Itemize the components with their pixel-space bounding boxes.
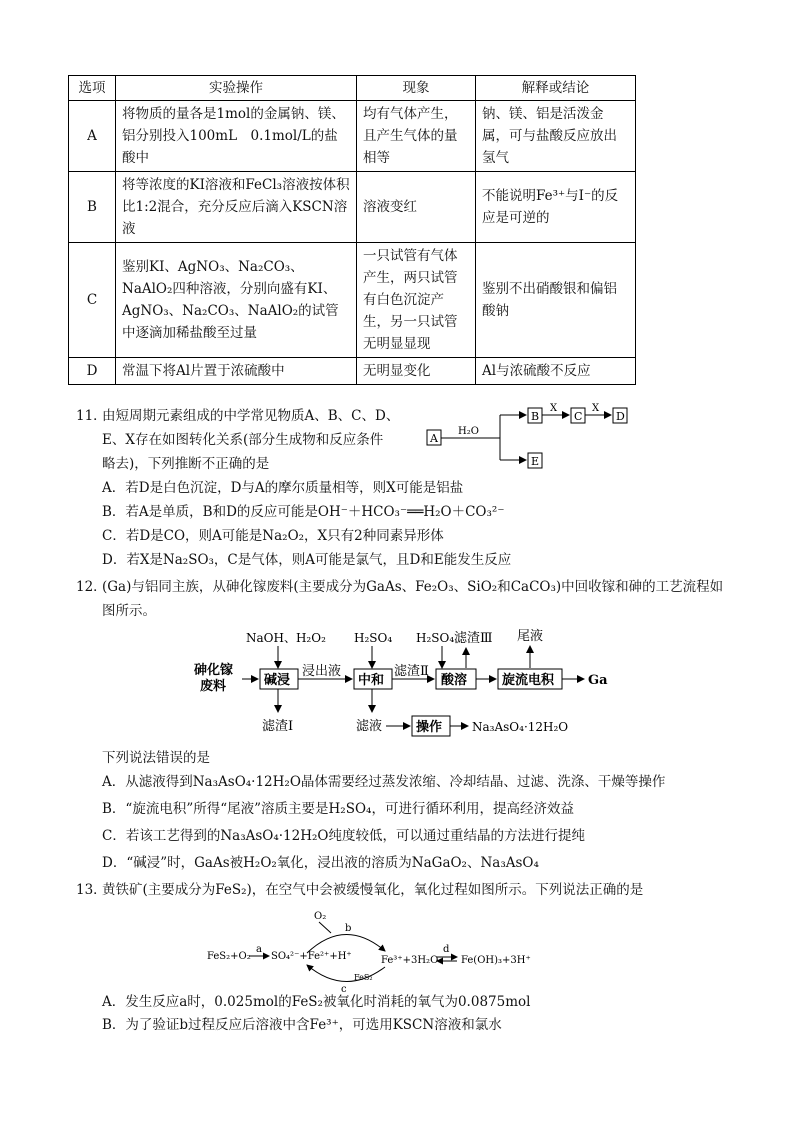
label-a: a bbox=[256, 944, 262, 955]
label-d: d bbox=[443, 944, 450, 955]
q11-option-c: C．若D是CO，则A可能是Na₂O₂，X只有2种同素异形体 bbox=[102, 528, 444, 544]
question-11-stem-line3: 略去)，下列推断不正确的是 bbox=[102, 456, 270, 472]
label-d: D bbox=[616, 410, 625, 423]
label-reagent1: NaOH、H₂O₂ bbox=[246, 631, 326, 645]
label-op: 操作 bbox=[416, 720, 443, 735]
label-right: Fe³⁺+3H₂O bbox=[381, 955, 439, 966]
row-phenomenon: 无明显变化 bbox=[357, 358, 476, 385]
label-o2: O₂ bbox=[314, 911, 327, 922]
label-tail: 尾液 bbox=[517, 629, 544, 644]
row-operation: 常温下将Al片置于浓硫酸中 bbox=[116, 358, 357, 385]
label-b: B bbox=[531, 410, 540, 423]
row-operation: 将等浓度的KI溶液和FeCl₃溶液按体积比1:2混合，充分反应后滴入KSCN溶液 bbox=[116, 172, 357, 243]
label-salt: Na₃AsO₄·12H₂O bbox=[472, 720, 569, 734]
label-c: c bbox=[341, 984, 347, 993]
q11-option-a: A．若D是白色沉淀，D与A的摩尔质量相等，则X可能是铝盐 bbox=[102, 480, 464, 496]
question-11-stem-line1: 由短周期元素组成的中学常见物质A、B、C、D、 bbox=[102, 408, 400, 424]
question-11-number: 11． bbox=[76, 408, 107, 424]
question-12-number: 12． bbox=[76, 579, 107, 595]
label-x1: X bbox=[550, 403, 558, 414]
table-row bbox=[69, 101, 636, 172]
question-table bbox=[68, 75, 636, 385]
q11-option-d: D．若X是Na₂SO₃，C是气体，则A可能是氯气，且D和E能发生反应 bbox=[102, 552, 512, 568]
label-c: C bbox=[574, 410, 583, 423]
row-option: A bbox=[69, 101, 116, 172]
label-reagent3: H₂SO₄ bbox=[416, 631, 455, 645]
header-phenomenon: 现象 bbox=[357, 76, 476, 101]
o2-pointer bbox=[319, 922, 331, 933]
header-option: 选项 bbox=[69, 76, 116, 101]
header-conclusion: 解释或结论 bbox=[476, 76, 636, 101]
label-left: FeS₂+O₂ bbox=[207, 951, 251, 962]
q11-option-b: B．若A是单质，B和D的反应可能是OH⁻＋HCO₃⁻══H₂O＋CO₃²⁻ bbox=[102, 504, 505, 520]
label-leach: 浸出液 bbox=[302, 664, 342, 679]
label-step2: 中和 bbox=[358, 673, 385, 688]
label-slag1: 滤渣Ⅰ bbox=[262, 719, 294, 734]
q12-option-c: C．若该工艺得到的Na₃AsO₄·12H₂O纯度较低，可以通过重结晶的方法进行提纯 bbox=[102, 828, 585, 844]
label-slag2: 滤渣Ⅱ bbox=[394, 664, 429, 679]
row-phenomenon: 一只试管有气体产生，两只试管有白色沉淀产生，另一只试管无明显显现 bbox=[357, 243, 476, 358]
table-header-row bbox=[69, 76, 636, 101]
row-option: D bbox=[69, 358, 116, 385]
row-operation: 将物质的量各是1mol的金属钠、镁、铝分别投入100mL 0.1mol/L的盐酸中 bbox=[116, 101, 357, 172]
label-step3: 酸溶 bbox=[441, 673, 468, 688]
row-conclusion: 不能说明Fe³⁺与I⁻的反应是可逆的 bbox=[476, 172, 636, 243]
label-e: E bbox=[531, 455, 540, 468]
question-13-stem: 黄铁矿(主要成分为FeS₂)，在空气中会被缓慢氧化，氧化过程如图所示。下列说法正确的是 bbox=[102, 882, 644, 898]
row-phenomenon: 溶液变红 bbox=[357, 172, 476, 243]
arrow-c bbox=[307, 965, 385, 982]
q12-option-d: D．“碱浸”时，GaAs被H₂O₂氧化，浸出液的溶质为NaGaO₂、Na₃AsO₄ bbox=[102, 855, 539, 871]
process-flow-diagram bbox=[190, 624, 620, 744]
label-a: A bbox=[430, 432, 438, 445]
label-far: Fe(OH)₃+3H⁺ bbox=[461, 955, 531, 966]
label-filtrate: 滤液 bbox=[356, 719, 383, 734]
row-conclusion: 钠、镁、铝是活泼金属，可与盐酸反应放出氢气 bbox=[476, 101, 636, 172]
header-operation: 实验操作 bbox=[116, 76, 357, 101]
q12-option-a: A．从滤液得到Na₃AsO₄·12H₂O晶体需要经过蒸发浓缩、冷却结晶、过滤、洗涤、干燥等操作 bbox=[102, 774, 666, 790]
row-conclusion: 鉴别不出硝酸银和偏铝酸钠 bbox=[476, 243, 636, 358]
label-step1: 碱浸 bbox=[264, 673, 291, 688]
label-fes2-small: FeS₂ bbox=[354, 973, 373, 982]
question-12-prompt: 下列说法错误的是 bbox=[102, 750, 210, 766]
q13-option-b: B．为了验证b过程反应后溶液中含Fe³⁺，可选用KSCN溶液和氯水 bbox=[102, 1017, 502, 1033]
question-11-stem-line2: E、X存在如图转化关系(部分生成物和反应条件 bbox=[102, 432, 384, 448]
row-option: C bbox=[69, 243, 116, 358]
label-raw2: 废料 bbox=[200, 679, 227, 694]
row-option: B bbox=[69, 172, 116, 243]
row-conclusion: Al与浓硫酸不反应 bbox=[476, 358, 636, 385]
table-row bbox=[69, 358, 636, 385]
conversion-diagram bbox=[420, 402, 640, 474]
row-operation: 鉴别KI、AgNO₃、Na₂CO₃、NaAlO₂四种溶液，分别向盛有KI、AgNO₃、Na₂CO₃、NaAlO₂的试管中逐滴加稀盐酸至过量 bbox=[116, 243, 357, 358]
question-13-number: 13． bbox=[76, 882, 107, 898]
label-product: Ga bbox=[588, 673, 608, 688]
q12-option-b: B．“旋流电积”所得“尾液”溶质主要是H₂SO₄，可进行循环利用，提高经济效益 bbox=[102, 801, 574, 817]
question-12-stem-line2: 图所示。 bbox=[102, 603, 156, 619]
q13-option-a: A．发生反应a时，0.025mol的FeS₂被氧化时消耗的氧气为0.0875mol bbox=[102, 994, 531, 1010]
oxidation-cycle-diagram bbox=[205, 905, 555, 993]
label-slag3: 滤渣Ⅲ bbox=[454, 631, 493, 646]
table-row bbox=[69, 172, 636, 243]
label-x2: X bbox=[592, 403, 600, 414]
label-h2o: H₂O bbox=[458, 426, 479, 437]
question-12-stem-line1: (Ga)与铝同主族，从砷化镓废料(主要成分为GaAs、Fe₂O₃、SiO₂和CaCO₃)中回收镓和砷的工艺流程如 bbox=[102, 579, 724, 595]
label-b: b bbox=[345, 923, 352, 934]
label-reagent2: H₂SO₄ bbox=[354, 631, 393, 645]
row-phenomenon: 均有气体产生，且产生气体的量相等 bbox=[357, 101, 476, 172]
label-raw1: 砷化镓 bbox=[194, 663, 234, 678]
label-step4: 旋流电积 bbox=[502, 673, 555, 688]
table-row bbox=[69, 243, 636, 358]
label-mid: SO₄²⁻+Fe²⁺+H⁺ bbox=[271, 951, 352, 962]
